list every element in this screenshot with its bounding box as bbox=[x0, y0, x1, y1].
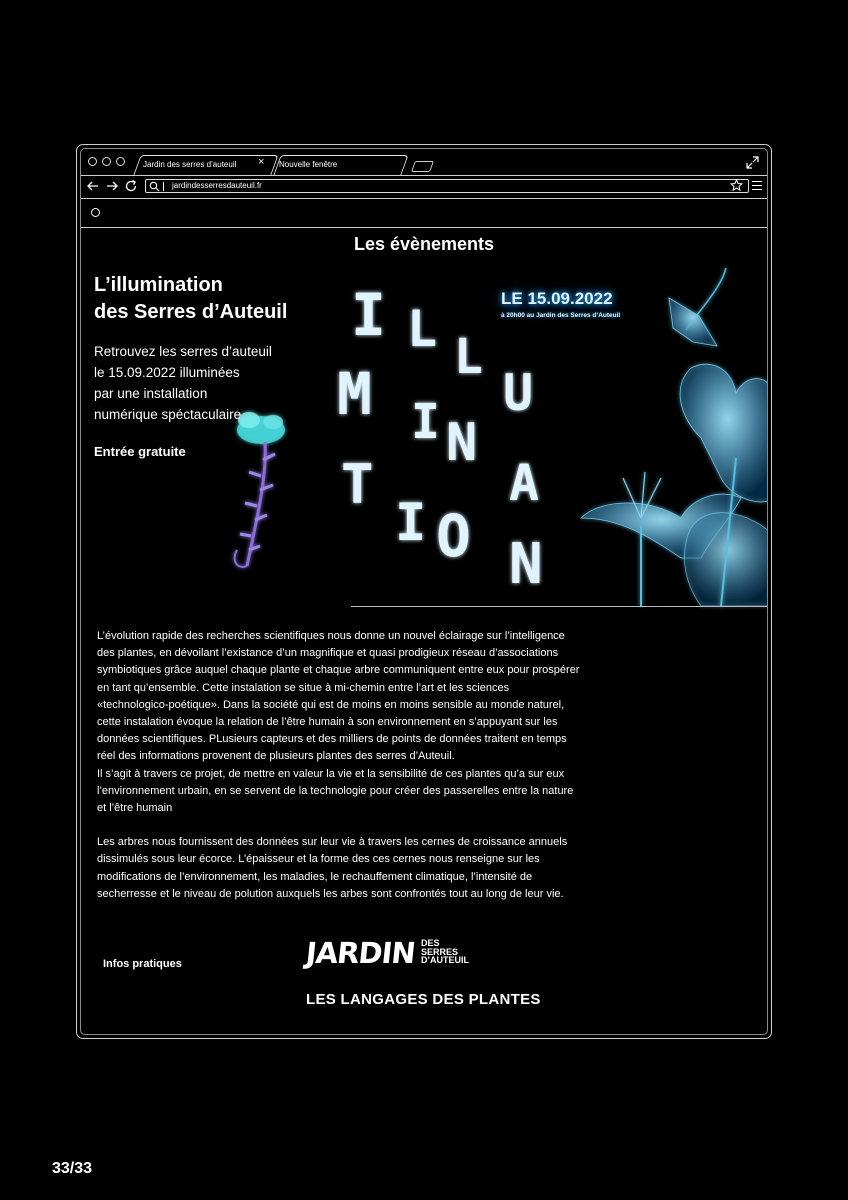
tab-close-icon[interactable]: × bbox=[258, 156, 265, 168]
letter-T: T bbox=[341, 453, 374, 516]
event-title-line1: L’illumination bbox=[94, 274, 223, 296]
event-date: LE 15.09.2022 bbox=[501, 289, 613, 308]
url-bar[interactable] bbox=[145, 179, 749, 193]
body-line: en tant qu’ensemble. Cette instalation se situe à mi-chemin entre l’art et les sciences bbox=[97, 681, 510, 694]
body-line: Il s’agit à travers ce projet, de mettre en valeur la vie et la sensibilité de ces plantes qu’a sur eux bbox=[97, 767, 565, 780]
logo-sub-line: D’AUTEUIL bbox=[421, 955, 469, 965]
letter-I-1: I bbox=[351, 281, 386, 349]
left-plant-illustration bbox=[235, 412, 285, 567]
body-line: données scientifiques. PLusieurs capteurs et des milliers de points de données traitent en temps bbox=[97, 733, 567, 746]
window-zoom-dot[interactable] bbox=[116, 157, 125, 166]
page-content bbox=[81, 198, 767, 1034]
page-number: 33/33 bbox=[52, 1160, 93, 1177]
letter-I-2: I bbox=[411, 394, 440, 450]
letter-O: O bbox=[436, 502, 471, 570]
forward-arrow-icon[interactable] bbox=[105, 178, 119, 194]
logo-sub-line: SERRES bbox=[421, 946, 459, 957]
body-line: modifications de l’environnement, les maladies, le rechauffement climatique, l’intensité de bbox=[97, 870, 533, 883]
tagline: LES LANGAGES DES PLANTES bbox=[306, 991, 541, 1008]
letter-U: U bbox=[503, 364, 534, 422]
article-body bbox=[97, 628, 627, 903]
expand-icon[interactable] bbox=[746, 156, 759, 169]
url-text: jardindesserresdauteuil.fr bbox=[172, 181, 262, 190]
event-desc-line: Retrouvez les serres d’auteuil bbox=[94, 344, 272, 359]
jardin-logo-subtitle bbox=[421, 939, 469, 965]
tab-active-label: Jardin des serres d’auteuil bbox=[143, 160, 237, 169]
letter-L-1: L bbox=[407, 300, 438, 358]
reload-icon[interactable] bbox=[124, 178, 138, 194]
illumination-letters bbox=[337, 281, 543, 597]
letter-N-1: N bbox=[446, 413, 478, 473]
infos-pratiques-link[interactable]: Infos pratiques bbox=[103, 958, 182, 970]
browser-window bbox=[76, 144, 772, 1039]
body-line: réel des informations provenent de plusieurs plantes des serres d’Auteuil. bbox=[97, 750, 455, 763]
window-close-dot[interactable] bbox=[88, 157, 97, 166]
body-line: secherresse et le niveau de polution auxquels les arbes sont confrontés tout au long de leur vie. bbox=[97, 887, 564, 900]
body-line: «technologico-poétique». Dans la société qui est de moins en moins sensible au monde naturel, bbox=[97, 698, 565, 711]
search-icon bbox=[149, 181, 160, 192]
new-tab-button[interactable] bbox=[411, 161, 434, 172]
address-row bbox=[81, 175, 767, 199]
logo-sub-line: DES bbox=[421, 938, 440, 948]
event-date-detail: à 20h00 au Jardin des Serres d’Auteuil bbox=[501, 312, 621, 319]
event-desc-line: le 15.09.2022 illuminées bbox=[94, 365, 240, 380]
event-title bbox=[94, 272, 334, 326]
body-line: des plantes, en dévoilant l’existance d’un magnifique et quasi prodigieux réseau d’associations bbox=[97, 647, 559, 660]
text-cursor bbox=[163, 182, 164, 191]
event-desc-line: numérique spéctaculaire bbox=[94, 407, 242, 422]
tab-new-window-label: Nouvelle fenêtre bbox=[279, 160, 338, 169]
menu-icon[interactable] bbox=[752, 181, 762, 193]
back-arrow-icon[interactable] bbox=[86, 178, 100, 194]
free-entry-label: Entrée gratuite bbox=[94, 444, 186, 459]
body-line: l’environnement urbain, en se servent de la technologie pour créer des passerelles entre la nature bbox=[97, 784, 574, 797]
jardin-logo: JARDIN bbox=[304, 936, 417, 970]
body-line: Les arbres nous fournissent des données sur leur vie à travers les cernes de croissance annuels bbox=[97, 836, 568, 849]
section-title: Les évènements bbox=[353, 234, 495, 254]
body-line: et l’être humain bbox=[97, 802, 173, 815]
hero-divider bbox=[351, 606, 767, 607]
body-line: L’évolution rapide des recherches scientifiques nous donne un nouvel éclairage sur l’intelligence bbox=[97, 630, 565, 642]
event-description bbox=[94, 341, 314, 425]
window-minimize-dot[interactable] bbox=[102, 157, 111, 166]
letter-I-3: I bbox=[395, 493, 427, 553]
body-line: dissimulés sous leur écorce. L’épaisseur et la forme des ces cernes nous renseigne sur les bbox=[97, 853, 540, 866]
event-desc-line: par une installation bbox=[94, 386, 208, 401]
letter-A: A bbox=[509, 454, 540, 512]
letter-N-2: N bbox=[509, 532, 543, 597]
tab-bar bbox=[81, 149, 767, 175]
browser-frame bbox=[80, 148, 768, 1035]
star-icon[interactable] bbox=[730, 179, 743, 192]
body-line: cette instalation évoque la relation de l’être humain à son environnement en s’appuyant sur les bbox=[97, 716, 558, 729]
letter-L-2: L bbox=[454, 329, 483, 385]
event-title-line2: des Serres d’Auteuil bbox=[94, 301, 288, 323]
body-line: symbiotiques grâce auquel chaque plante et chaque arbre communiquent entre eux pour prospérer bbox=[97, 664, 580, 677]
letter-M: M bbox=[337, 360, 372, 428]
